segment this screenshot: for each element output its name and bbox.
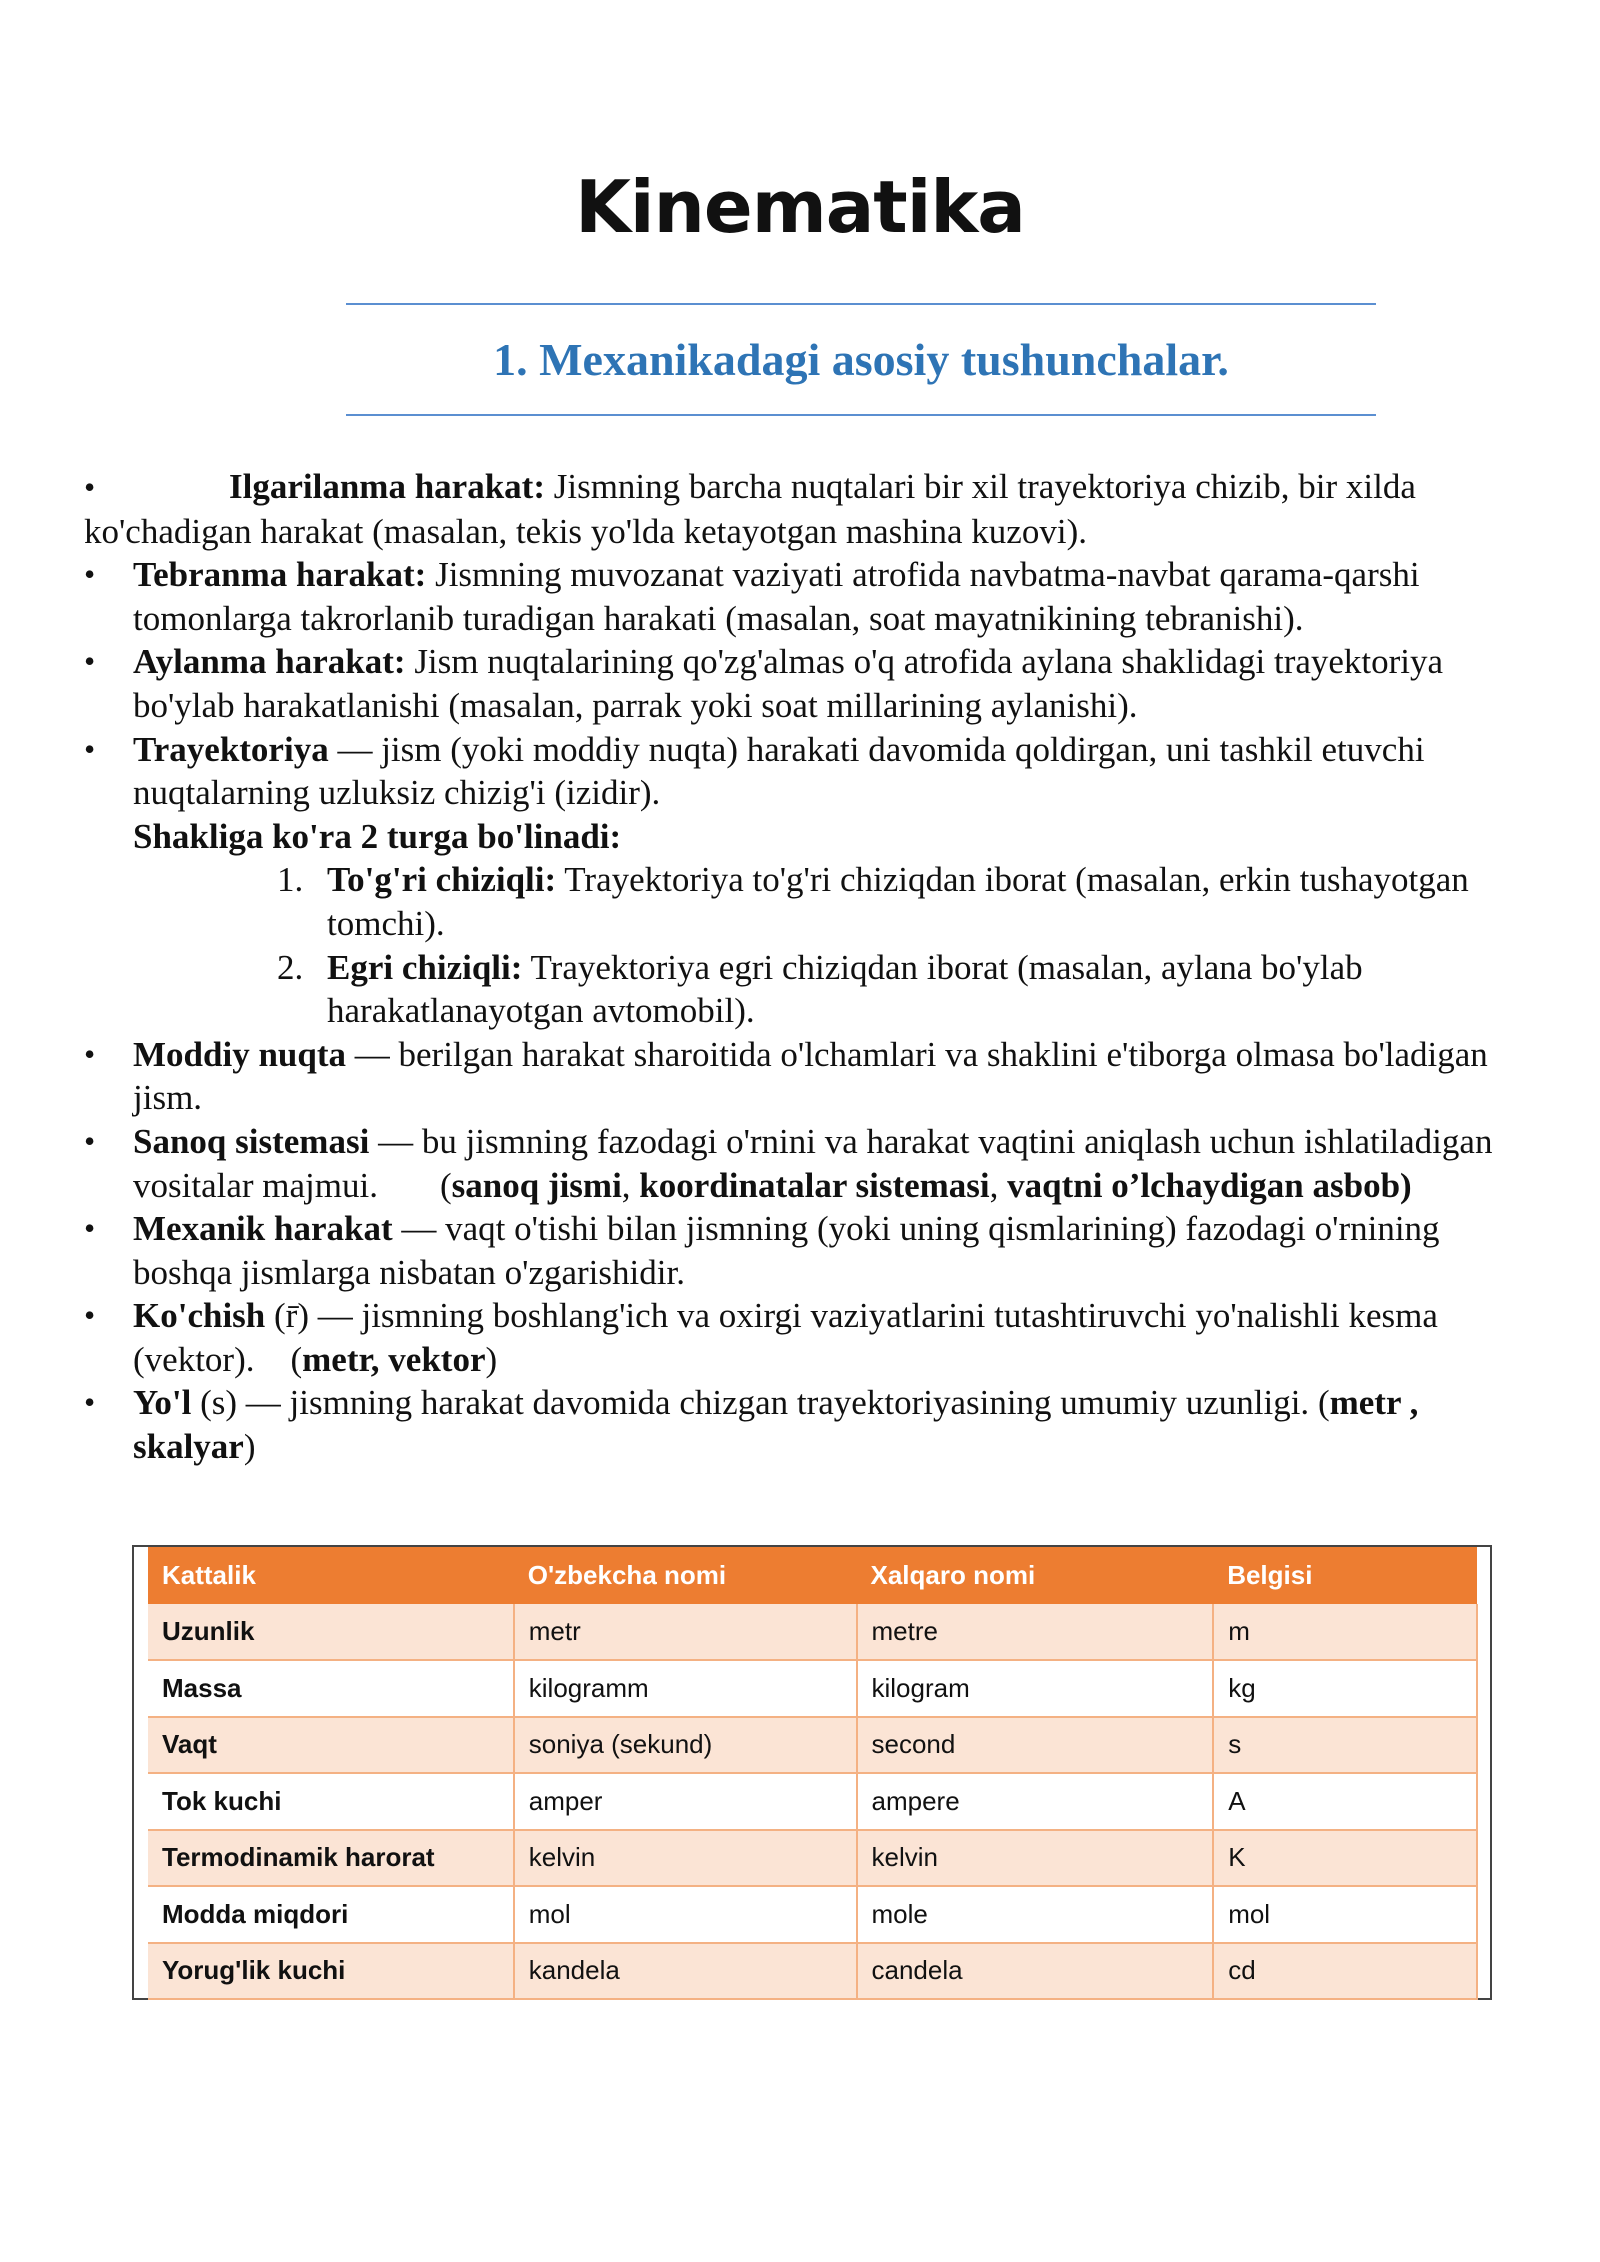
table-cell: candela xyxy=(857,1943,1214,2000)
note-bold: metr , skalyar xyxy=(133,1383,1419,1467)
note-bold: koordinatalar sistemasi xyxy=(639,1165,990,1205)
term: Ilgarilanma harakat: xyxy=(229,467,545,506)
definition: — jismning harakat davomida chizgan trayektoriyasining umumiy uzunligi. xyxy=(237,1383,1310,1423)
page-title: Kinematika xyxy=(575,165,1025,249)
table-cell: second xyxy=(857,1717,1214,1774)
symbol: (s) xyxy=(191,1383,238,1423)
note-bold: metr, vektor xyxy=(302,1339,486,1379)
table-cell: Yorug'lik kuchi xyxy=(148,1943,514,2000)
column-header: O'zbekcha nomi xyxy=(527,1559,727,1590)
table-cell: ampere xyxy=(857,1773,1214,1830)
body-text xyxy=(84,465,1534,1469)
paren-close: ) xyxy=(243,1427,256,1467)
table-cell: Uzunlik xyxy=(148,1604,514,1661)
table-cell: m xyxy=(1213,1604,1477,1661)
bullet-tebranma xyxy=(84,553,1534,640)
table-cell: soniya (sekund) xyxy=(514,1717,857,1774)
table-cell: Massa xyxy=(148,1660,514,1717)
term: Aylanma harakat: xyxy=(133,642,406,682)
paren-open: ( xyxy=(439,1165,452,1205)
table-row xyxy=(148,1604,1477,1661)
table-cell: s xyxy=(1213,1717,1477,1774)
bullet-ilgarilanma xyxy=(84,465,1534,553)
table-row xyxy=(148,1660,1477,1717)
definition: Jism nuqtalarining qo'zg'almas o'q atrofida aylana shaklidagi trayektoriya bo'ylab harakatlanishi (masalan, parrak yoki soat millarining aylanishi). xyxy=(133,642,1444,725)
heading-rule-top xyxy=(346,303,1376,305)
column-header: Kattalik xyxy=(162,1559,256,1590)
bullet-yol xyxy=(84,1381,1534,1468)
column-header: Xalqaro nomi xyxy=(870,1559,1036,1590)
definition: Trayektoriya to'g'ri chiziqdan iborat (masalan, erkin tushayotgan tomchi). xyxy=(327,860,1469,943)
definition: — jism (yoki moddiy nuqta) harakati davomida qoldirgan, uni tashkil etuvchi nuqtalarning uzluksiz chizig'i (izidir). xyxy=(133,729,1425,813)
table-cell: kilogramm xyxy=(514,1660,857,1717)
paren-open: ( xyxy=(290,1339,303,1379)
table-cell: Modda miqdori xyxy=(148,1886,514,1943)
table-cell: Vaqt xyxy=(148,1717,514,1774)
definition: — bu jismning fazodagi o'rnini va harakat vaqtini aniqlash uchun ishlatiladigan vositalar majmui. xyxy=(133,1121,1493,1205)
item-number: 1. xyxy=(277,860,304,900)
heading-rule-bottom xyxy=(346,414,1376,416)
table-cell: kg xyxy=(1213,1660,1477,1717)
bullet-trayektoriya xyxy=(84,728,1534,815)
bullet-kochish xyxy=(84,1294,1534,1381)
shape-heading: Shakliga ko'ra 2 turga bo'linadi: xyxy=(133,816,622,856)
table-row xyxy=(148,1886,1477,1943)
paren-close: ) xyxy=(485,1339,498,1379)
table-cell: mol xyxy=(1213,1886,1477,1943)
table-cell: kelvin xyxy=(514,1830,857,1887)
table-cell: amper xyxy=(514,1773,857,1830)
term: Sanoq sistemasi xyxy=(133,1121,370,1161)
separator: , xyxy=(621,1165,640,1205)
table-row xyxy=(148,1830,1477,1887)
table-header-row xyxy=(148,1547,1477,1604)
table-row xyxy=(148,1943,1477,2000)
definition: — vaqt o'tishi bilan jismning (yoki uning qismlarining) fazodagi o'rnining boshqa jismlarga nisbatan o'zgarishidir. xyxy=(133,1209,1440,1292)
numbered-item-2 xyxy=(84,946,1534,1033)
term: Egri chiziqli: xyxy=(327,947,523,987)
item-number: 2. xyxy=(277,947,304,987)
si-units-table-frame xyxy=(132,1545,1492,2000)
bullet-mexanik-harakat xyxy=(84,1207,1534,1294)
term: To'g'ri chiziqli: xyxy=(327,860,557,900)
table-cell: kandela xyxy=(514,1943,857,2000)
table-cell: metr xyxy=(514,1604,857,1661)
table-cell: metre xyxy=(857,1604,1214,1661)
table-cell: mole xyxy=(857,1886,1214,1943)
separator: , xyxy=(989,1165,1008,1205)
term: Tebranma harakat: xyxy=(133,555,427,595)
table-cell: K xyxy=(1213,1830,1477,1887)
table-row xyxy=(148,1717,1477,1774)
table-cell: kelvin xyxy=(857,1830,1214,1887)
definition: Jismning barcha nuqtalari bir xil trayektoriya chizib, bir xilda ko'chadigan harakat (masalan, tekis yo'lda ketayotgan mashina kuzovi). xyxy=(84,467,1416,551)
section-heading: 1. Mexanikadagi asosiy tushunchalar. xyxy=(493,334,1229,385)
table-cell: kilogram xyxy=(857,1660,1214,1717)
bullet-aylanma xyxy=(84,640,1534,727)
symbol: (r̄) xyxy=(265,1296,309,1336)
term: Moddiy nuqta xyxy=(133,1034,346,1074)
term: Trayektoriya xyxy=(133,729,329,769)
bullet-sanoq-sistemasi xyxy=(84,1120,1534,1207)
table-cell: cd xyxy=(1213,1943,1477,2000)
table-cell: Termodinamik harorat xyxy=(148,1830,514,1887)
definition: — jismning boshlang'ich va oxirgi vaziyatlarini tutashtiruvchi yo'nalishli kesma (vektor). xyxy=(133,1296,1438,1379)
term: Yo'l xyxy=(133,1383,192,1423)
numbered-item-1 xyxy=(84,858,1534,945)
term: Ko'chish xyxy=(133,1296,266,1336)
note-bold: sanoq jismi xyxy=(451,1165,622,1205)
table-cell: Tok kuchi xyxy=(148,1773,514,1830)
table-cell: mol xyxy=(514,1886,857,1943)
definition: Trayektoriya egri chiziqdan iborat (masalan, aylana bo'ylab harakatlanayotgan avtomobil). xyxy=(327,947,1363,1031)
note-bold: vaqtni o’lchaydigan asbob) xyxy=(1007,1165,1412,1205)
definition: Jismning muvozanat vaziyati atrofida navbatma-navbat qarama-qarshi tomonlarga takrorlanib turadigan harakati (masalan, soat mayatnikining tebranishi). xyxy=(133,555,1420,638)
column-header: Belgisi xyxy=(1227,1559,1313,1590)
table-row xyxy=(148,1773,1477,1830)
definition: — berilgan harakat sharoitida o'lchamlari va shaklini e'tiborga olmasa bo'ladigan jism. xyxy=(133,1034,1488,1118)
si-units-table xyxy=(148,1547,1478,2000)
bullet-dot: • xyxy=(84,469,96,505)
term: Mexanik harakat xyxy=(133,1209,393,1249)
paren-open: ( xyxy=(1317,1383,1330,1423)
table-cell: A xyxy=(1213,1773,1477,1830)
bullet-moddiy-nuqta xyxy=(84,1033,1534,1120)
